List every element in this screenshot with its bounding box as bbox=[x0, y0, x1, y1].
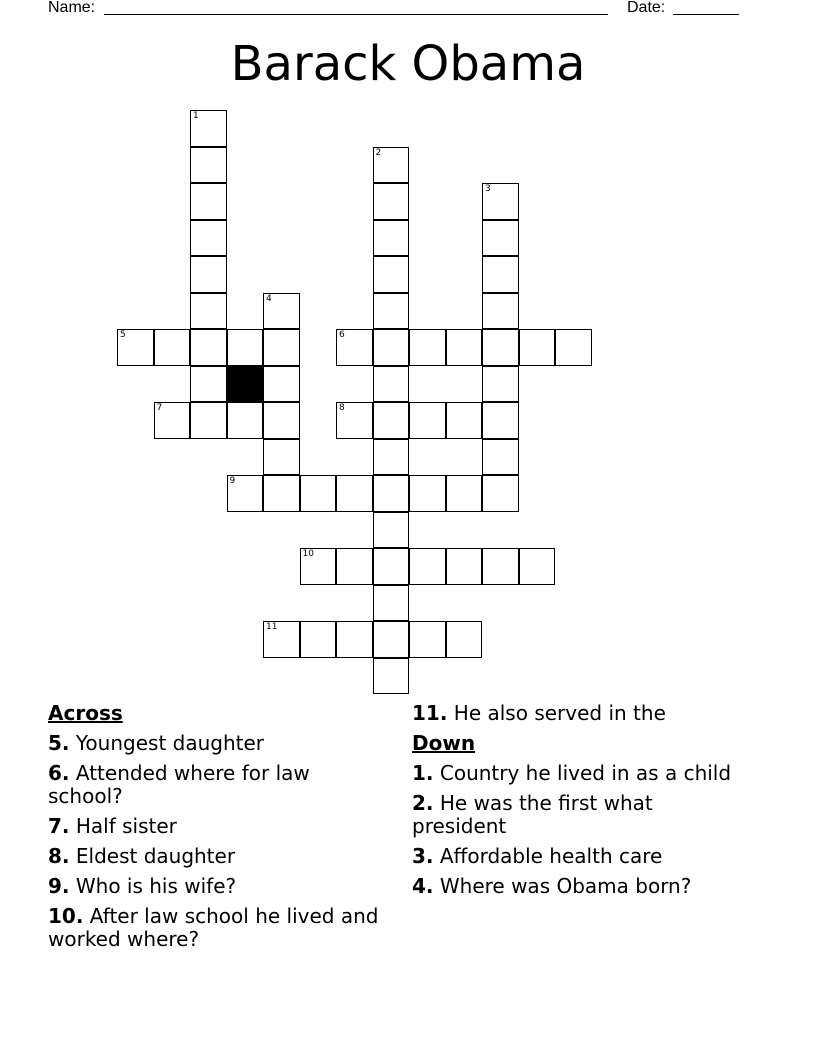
grid-cell[interactable] bbox=[409, 329, 446, 366]
grid-cell[interactable] bbox=[519, 548, 556, 585]
grid-cell[interactable] bbox=[336, 329, 373, 366]
clue-across-10 bbox=[48, 905, 388, 951]
grid-cell[interactable] bbox=[190, 147, 227, 184]
grid-cell[interactable] bbox=[409, 475, 446, 512]
grid-cell[interactable] bbox=[373, 621, 410, 658]
grid-cell[interactable] bbox=[555, 329, 592, 366]
grid-cell[interactable] bbox=[446, 548, 483, 585]
cell-number: 3 bbox=[485, 184, 491, 194]
grid-cell[interactable] bbox=[373, 548, 410, 585]
clue-down-4 bbox=[412, 875, 732, 898]
clue-across-11 bbox=[412, 702, 732, 725]
grid-cell[interactable] bbox=[446, 329, 483, 366]
grid-cell[interactable] bbox=[263, 329, 300, 366]
grid-cell[interactable] bbox=[190, 402, 227, 439]
grid-cell[interactable] bbox=[227, 329, 264, 366]
clue-number: 11. bbox=[412, 701, 448, 725]
grid-cell[interactable] bbox=[409, 621, 446, 658]
grid-cell[interactable] bbox=[263, 366, 300, 403]
grid-cell[interactable] bbox=[300, 621, 337, 658]
grid-cell[interactable] bbox=[336, 475, 373, 512]
grid-cell[interactable] bbox=[482, 220, 519, 257]
puzzle-title: Barack Obama bbox=[230, 36, 586, 92]
grid-cell[interactable] bbox=[154, 402, 191, 439]
grid-cell[interactable] bbox=[263, 621, 300, 658]
clue-number: 5. bbox=[48, 731, 70, 755]
clue-text: Half sister bbox=[75, 814, 177, 838]
clue-text: He was the first what president bbox=[412, 791, 653, 838]
grid-cell[interactable] bbox=[300, 475, 337, 512]
grid-cell[interactable] bbox=[373, 183, 410, 220]
clue-number: 8. bbox=[48, 844, 70, 868]
grid-cell[interactable] bbox=[263, 439, 300, 476]
grid-cell[interactable] bbox=[373, 293, 410, 330]
grid-cell[interactable] bbox=[482, 475, 519, 512]
clue-down-3 bbox=[412, 845, 732, 868]
clue-text: Youngest daughter bbox=[75, 731, 265, 755]
grid-cell[interactable] bbox=[373, 475, 410, 512]
cell-number: 4 bbox=[266, 293, 272, 304]
clue-across-5 bbox=[48, 732, 388, 755]
grid-cell[interactable] bbox=[336, 402, 373, 439]
clue-number: 4. bbox=[412, 874, 434, 898]
clue-across-8 bbox=[48, 845, 388, 868]
cell-number: 11 bbox=[266, 622, 278, 632]
clue-down-1 bbox=[412, 762, 732, 785]
grid-cell[interactable] bbox=[482, 366, 519, 403]
grid-cell[interactable] bbox=[373, 147, 410, 184]
grid-cell[interactable] bbox=[482, 402, 519, 439]
clue-text: Attended where for law school? bbox=[48, 761, 310, 808]
clue-text: After law school he lived and worked where? bbox=[48, 904, 379, 951]
clue-across-9 bbox=[48, 875, 388, 898]
clue-down-2 bbox=[412, 792, 732, 838]
grid-cell[interactable] bbox=[373, 585, 410, 622]
grid-cell[interactable] bbox=[482, 293, 519, 330]
black-cell bbox=[227, 366, 264, 403]
grid-cell[interactable] bbox=[263, 402, 300, 439]
grid-cell[interactable] bbox=[373, 658, 410, 695]
cell-number: 9 bbox=[229, 476, 236, 486]
name-label: Name: bbox=[48, 0, 96, 16]
clue-text: Country he lived in as a child bbox=[439, 761, 732, 785]
grid-cell[interactable] bbox=[263, 293, 300, 330]
grid-cell[interactable] bbox=[409, 548, 446, 585]
grid-cell[interactable] bbox=[446, 475, 483, 512]
cell-number: 2 bbox=[375, 147, 382, 158]
cell-number: 6 bbox=[339, 330, 345, 340]
clue-number: 10. bbox=[48, 904, 84, 928]
clue-text: Where was Obama born? bbox=[439, 874, 692, 898]
grid-cell[interactable] bbox=[190, 293, 227, 330]
grid-cell[interactable] bbox=[519, 329, 556, 366]
grid-cell[interactable] bbox=[446, 621, 483, 658]
clue-number: 6. bbox=[48, 761, 70, 785]
cell-number: 10 bbox=[302, 549, 314, 559]
grid-cell[interactable] bbox=[482, 329, 519, 366]
cell-number: 7 bbox=[156, 403, 163, 413]
clue-number: 3. bbox=[412, 844, 434, 868]
grid-cell[interactable] bbox=[446, 402, 483, 439]
date-label: Date: bbox=[627, 0, 666, 16]
clue-number: 7. bbox=[48, 814, 70, 838]
grid-cell[interactable] bbox=[190, 183, 227, 220]
clue-across-7 bbox=[48, 815, 388, 838]
grid-cell[interactable] bbox=[373, 220, 410, 257]
grid-cell[interactable] bbox=[373, 256, 410, 293]
grid-cell[interactable] bbox=[373, 439, 410, 476]
clue-number: 9. bbox=[48, 874, 70, 898]
clue-text: Eldest daughter bbox=[75, 844, 236, 868]
grid-cell[interactable] bbox=[482, 256, 519, 293]
clue-text: Affordable health care bbox=[439, 844, 663, 868]
grid-cell[interactable] bbox=[190, 110, 227, 147]
grid-cell[interactable] bbox=[227, 402, 264, 439]
clue-text: He also served in the bbox=[453, 701, 666, 725]
grid-cell[interactable] bbox=[227, 475, 264, 512]
grid-cell[interactable] bbox=[373, 366, 410, 403]
cell-number: 1 bbox=[193, 111, 199, 121]
grid-cell[interactable] bbox=[482, 183, 519, 220]
grid-cell[interactable] bbox=[190, 366, 227, 403]
clue-number: 2. bbox=[412, 791, 434, 815]
grid-cell[interactable] bbox=[300, 548, 337, 585]
grid-cell[interactable] bbox=[482, 439, 519, 476]
grid-cell[interactable] bbox=[336, 548, 373, 585]
clue-text: Who is his wife? bbox=[75, 874, 237, 898]
clue-across-6 bbox=[48, 762, 388, 808]
grid-cell[interactable] bbox=[409, 402, 446, 439]
clues-right-column bbox=[412, 702, 732, 905]
grid-cell[interactable] bbox=[336, 621, 373, 658]
down-heading: Down bbox=[412, 731, 476, 755]
grid-cell[interactable] bbox=[117, 329, 154, 366]
grid-cell[interactable] bbox=[373, 329, 410, 366]
clue-number: 1. bbox=[412, 761, 434, 785]
grid-cell[interactable] bbox=[482, 548, 519, 585]
cell-number: 5 bbox=[120, 330, 126, 340]
grid-cell[interactable] bbox=[263, 475, 300, 512]
grid-cell[interactable] bbox=[190, 220, 227, 257]
cell-number: 8 bbox=[339, 403, 345, 413]
grid-cell[interactable] bbox=[190, 329, 227, 366]
grid-cell[interactable] bbox=[190, 256, 227, 293]
across-heading: Across bbox=[48, 701, 123, 725]
grid-cell[interactable] bbox=[154, 329, 191, 366]
grid-cell[interactable] bbox=[373, 512, 410, 549]
clues-left-column bbox=[48, 702, 388, 958]
grid-cell[interactable] bbox=[373, 402, 410, 439]
